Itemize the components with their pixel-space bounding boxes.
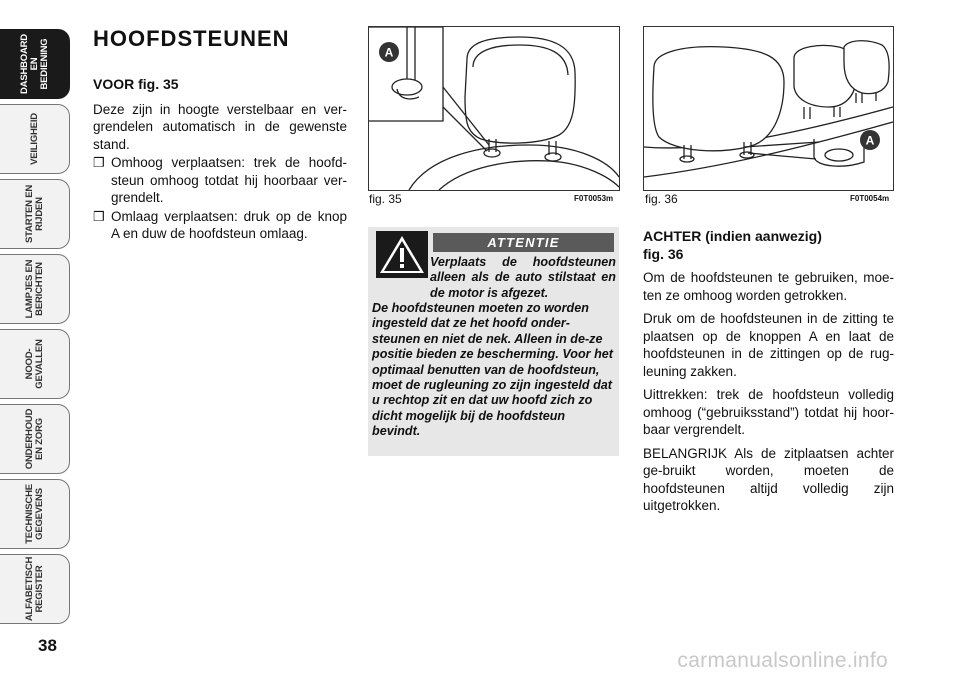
warning-text-rest: De hoofdsteunen moeten zo worden ingesteld dat ze het hoofd onder-steunen en niet de nek. Alleen in de-ze positie bieden ze bescherming. Voor het optimaal benutten van de hoofdsteun, moet de rugleuning zo zijn ingesteld dat u rechtop zit en dat uw hoofd zich zo dicht mogelijk bij de hoofdsteun bevindt. [372,301,613,439]
headrest-front-illustration [369,27,619,190]
rear-paragraph: Om de hoofdsteunen te gebruiken, moe-ten ze omhoog worden getrokken. [643,270,894,303]
warning-box [368,227,619,456]
headrest-rear-illustration [644,27,893,190]
tab-label: TECHNISCHE GEGEVENS [23,484,45,544]
tab-technische[interactable] [0,479,70,549]
tab-label: LAMPJES EN BERICHTEN [23,259,45,319]
bullet-text: Omhoog verplaatsen: trek de hoofd-steun omhoog totdat hij hoorbaar ver-grendelt. [111,155,347,205]
figure-35 [368,26,620,191]
front-section [93,76,347,243]
figure-36-caption: fig. 36 [645,192,678,206]
list-item [93,154,347,207]
tab-label: ONDERHOUD EN ZORG [23,408,45,470]
bullet-text: Omlaag verplaatsen: druk op de knop A en duw de hoofdsteun omlaag. [111,208,347,241]
rear-heading-fig: fig. 36 [643,245,684,262]
checkbox-bullet-icon: ❒ [93,208,105,224]
page-number: 38 [38,636,57,655]
tab-label: VEILIGHEID [28,113,40,165]
tab-label: DASHBOARD EN BEDIENING [18,34,50,94]
tab-veiligheid[interactable] [0,104,70,174]
tab-lampjes[interactable] [0,254,70,324]
front-intro: Deze zijn in hoogte verstelbaar en ver-grendelen automatisch in de gewenste stand. [93,101,347,152]
warning-text-first: Verplaats de hoofdsteunen alleen als de auto stilstaat en de motor is afgezet. [430,255,616,300]
page-title: HOOFDSTEUNEN [93,26,290,51]
tab-register[interactable] [0,554,70,624]
watermark: carmanualsonline.info [677,649,888,672]
marker-a: A [865,133,875,148]
figure-36 [643,26,894,191]
rear-section [643,228,894,515]
tab-label: NOOD- GEVALLEN [23,339,45,389]
figure-35-caption: fig. 35 [369,192,402,206]
tab-label: ALFABETISCH REGISTER [23,556,45,622]
tab-label: STARTEN EN RIJDEN [23,185,45,243]
tab-onderhoud[interactable] [0,404,70,474]
rear-paragraph: Druk om de hoofdsteunen in de zitting te plaatsen op de knoppen A en laat de hoofdsteunen in de zittingen op de rug-leuning zakken. [643,311,894,379]
rear-paragraph: Uittrekken: trek de hoofdsteun volledig omhoog (“gebruiksstand”) totdat hij hoor-baar vergrendelt. [643,387,894,437]
rear-heading: ACHTER (indien aanwezig) [643,228,822,244]
list-item [93,208,347,243]
warning-triangle-icon [376,231,428,283]
tab-dashboard[interactable] [0,29,70,99]
marker-a: A [384,45,394,60]
checkbox-bullet-icon: ❒ [93,155,105,170]
tab-starten[interactable] [0,179,70,249]
rear-paragraph: BELANGRIJK Als de zitplaatsen achter ge-bruikt worden, moeten de hoofdsteunen altijd volledig zijn uitgetrokken. [643,445,894,513]
warning-label: ATTENTIE [433,233,614,252]
tab-noodgevallen[interactable] [0,329,70,399]
figure-35-code: F0T0053m [574,194,614,203]
figure-36-code: F0T0054m [850,194,890,203]
front-heading: VOOR fig. 35 [93,76,179,92]
